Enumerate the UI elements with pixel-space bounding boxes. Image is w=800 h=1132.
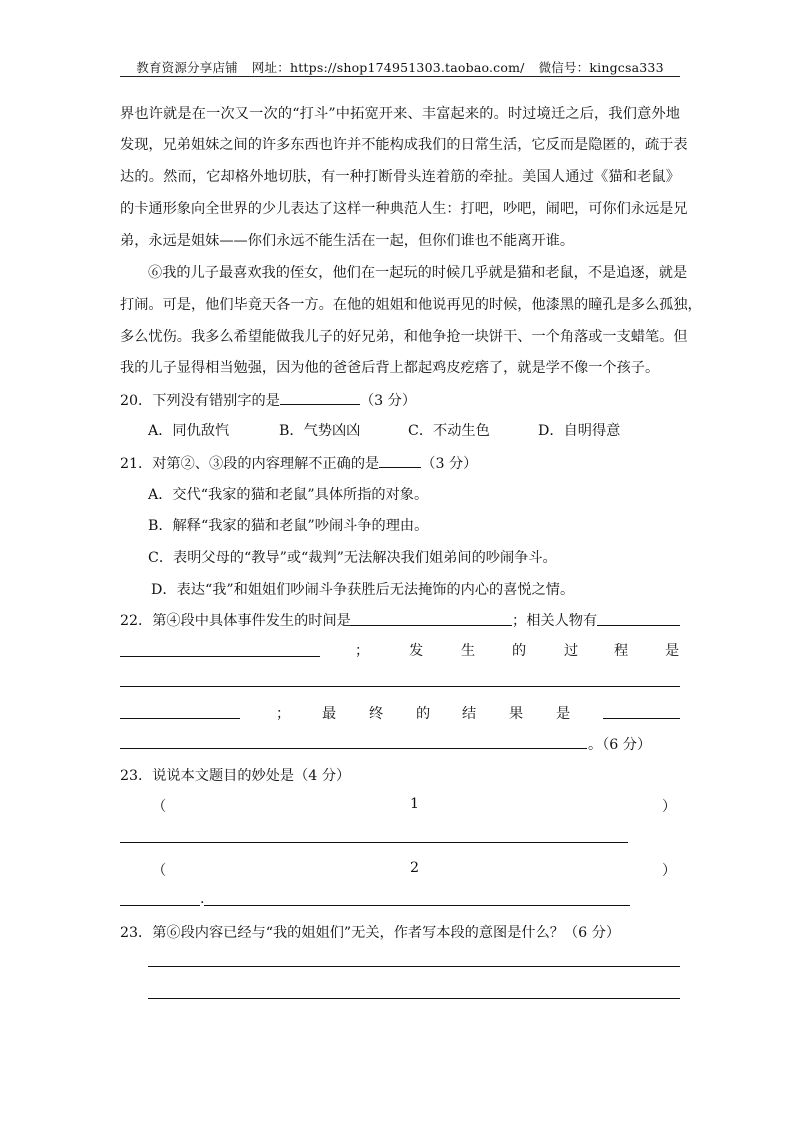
q20-option-a: A．同仇敌忾 (148, 423, 230, 439)
header-wechat: 微信号：kingcsa333 (538, 60, 664, 75)
question-21 (120, 452, 680, 473)
q20-option-d: D．自明得意 (538, 423, 621, 439)
q23a-number: 2 (410, 860, 420, 876)
header-rule (120, 76, 680, 77)
page-header (120, 58, 680, 76)
q22-result-char: 是 (556, 706, 571, 722)
header-url: 网址：https://shop174951303.taobao.com/ (251, 60, 525, 75)
q22-process-char: 是 (665, 643, 680, 659)
passage-line: 的卡通形象向全世界的少儿表达了这样一种典范人生：打吧，吵吧，闹吧，可你们永远是兄 (120, 201, 688, 217)
passage-line: ⑥我的儿子最喜欢我的侄女，他们在一起玩的时候几乎就是猫和老鼠，不是追逐，就是 (148, 265, 688, 281)
q23a-paren-open: （ (152, 799, 167, 815)
q22-result-blank[interactable] (603, 718, 680, 719)
passage-line: 打闹。可是，他们毕竟天各一方。在他的姐姐和他说再见的时候，他漆黑的瞳孔是多么孤独， (120, 297, 702, 313)
passage-line: 发现，兄弟姐妹之间的许多东西也许并不能构成我们的日常生活，它反而是隐匿的，疏于表 (120, 137, 688, 153)
q22-result-char: 的 (416, 706, 431, 722)
q23b-answer-line-2[interactable] (148, 998, 680, 999)
q22-result-char: 最 (322, 706, 337, 722)
question-20 (120, 389, 680, 410)
passage-line: 多么忧伤。我多么希望能做我儿子的好兄弟，和他争抢一块饼干、一个角落或一支蜡笔。但 (120, 329, 688, 345)
q21-option-d: D．表达“我”和姐姐们吵闹斗争获胜后无法掩饰的内心的喜悦之情。 (151, 582, 575, 598)
q20-option-c: C．不动生色 (408, 423, 490, 439)
q22-process-char: 过 (564, 643, 579, 659)
q21-stem: 21．对第②、③段的内容理解不正确的是 (120, 456, 380, 472)
q21-option-c: C．表明父母的“教导”或“裁判”无法解决我们姐弟间的吵闹争斗。 (148, 550, 557, 566)
q23a-number: 1 (410, 796, 420, 812)
q23a-answer-line-1[interactable] (120, 842, 628, 843)
q20-score: （3 分） (359, 393, 417, 409)
q23a-period: . (200, 891, 205, 907)
q22-people-blank-cont[interactable] (120, 656, 320, 657)
q23b-stem: 23．第⑥段内容已经与“我的姐姐们”无关，作者写本段的意图是什么？（6 分） (120, 925, 621, 941)
q23a-paren-close: ） (662, 863, 677, 879)
q21-option-b: B．解释“我家的猫和老鼠”吵闹斗争的理由。 (148, 518, 429, 534)
q22-result-char: 终 (369, 706, 384, 722)
q23b-answer-line-1[interactable] (148, 966, 680, 967)
q22-score: 。（6 分） (588, 737, 652, 753)
q22-process-char: 生 (461, 643, 476, 659)
q20-stem: 20．下列没有错别字的是 (120, 393, 280, 409)
q23a-answer-line-2a[interactable] (120, 905, 200, 906)
q22-process-char: 发 (409, 643, 424, 659)
q23a-paren-open: （ (152, 863, 167, 879)
header-shop: 教育资源分享店铺 (136, 60, 238, 75)
passage-line: 弟，永远是姐妹——你们永远不能生活在一起，但你们谁也不能离开谁。 (120, 233, 575, 249)
q22-process-blank[interactable] (120, 686, 680, 687)
q23a-answer-line-2b[interactable] (204, 905, 630, 906)
q22-result-blank-cont[interactable] (120, 748, 587, 749)
q22-result-char: 结 (462, 706, 477, 722)
passage-line: 我的儿子显得相当勉强，因为他的爸爸后背上都起鸡皮疙瘩了，就是学不像一个孩子。 (120, 360, 660, 376)
q23a-paren-close: ） (662, 799, 677, 815)
q22-result-char: 果 (509, 706, 524, 722)
q22-process-blank-cont[interactable] (120, 718, 240, 719)
q22-process-char: 的 (512, 643, 527, 659)
q21-answer-blank[interactable] (379, 452, 421, 468)
q21-score: （3 分） (421, 456, 478, 472)
q23a-stem: 23．说说本文题目的妙处是（4 分） (120, 768, 351, 784)
q22-process-char: ； (355, 643, 370, 659)
q21-option-a: A．交代“我家的猫和老鼠”具体所指的对象。 (148, 487, 429, 503)
q22-people-blank[interactable] (597, 625, 680, 626)
q22-people-label: ；相关人物有 (512, 613, 598, 629)
q20-answer-blank[interactable] (280, 389, 360, 405)
passage-line: 达的。然而，它却格外地切肤，有一种打断骨头连着筋的牵扯。美国人通过《猫和老鼠》 (120, 169, 680, 185)
q22-result-char: ； (276, 706, 291, 722)
q22-time-blank[interactable] (350, 625, 512, 626)
q20-option-b: B．气势凶凶 (279, 423, 361, 439)
q22-stem: 22．第④段中具体事件发生的时间是 (120, 613, 351, 629)
q22-process-char: 程 (614, 643, 629, 659)
passage-line: 界也许就是在一次又一次的“打斗”中拓宽开来、丰富起来的。时过境迁之后，我们意外地 (120, 106, 680, 122)
